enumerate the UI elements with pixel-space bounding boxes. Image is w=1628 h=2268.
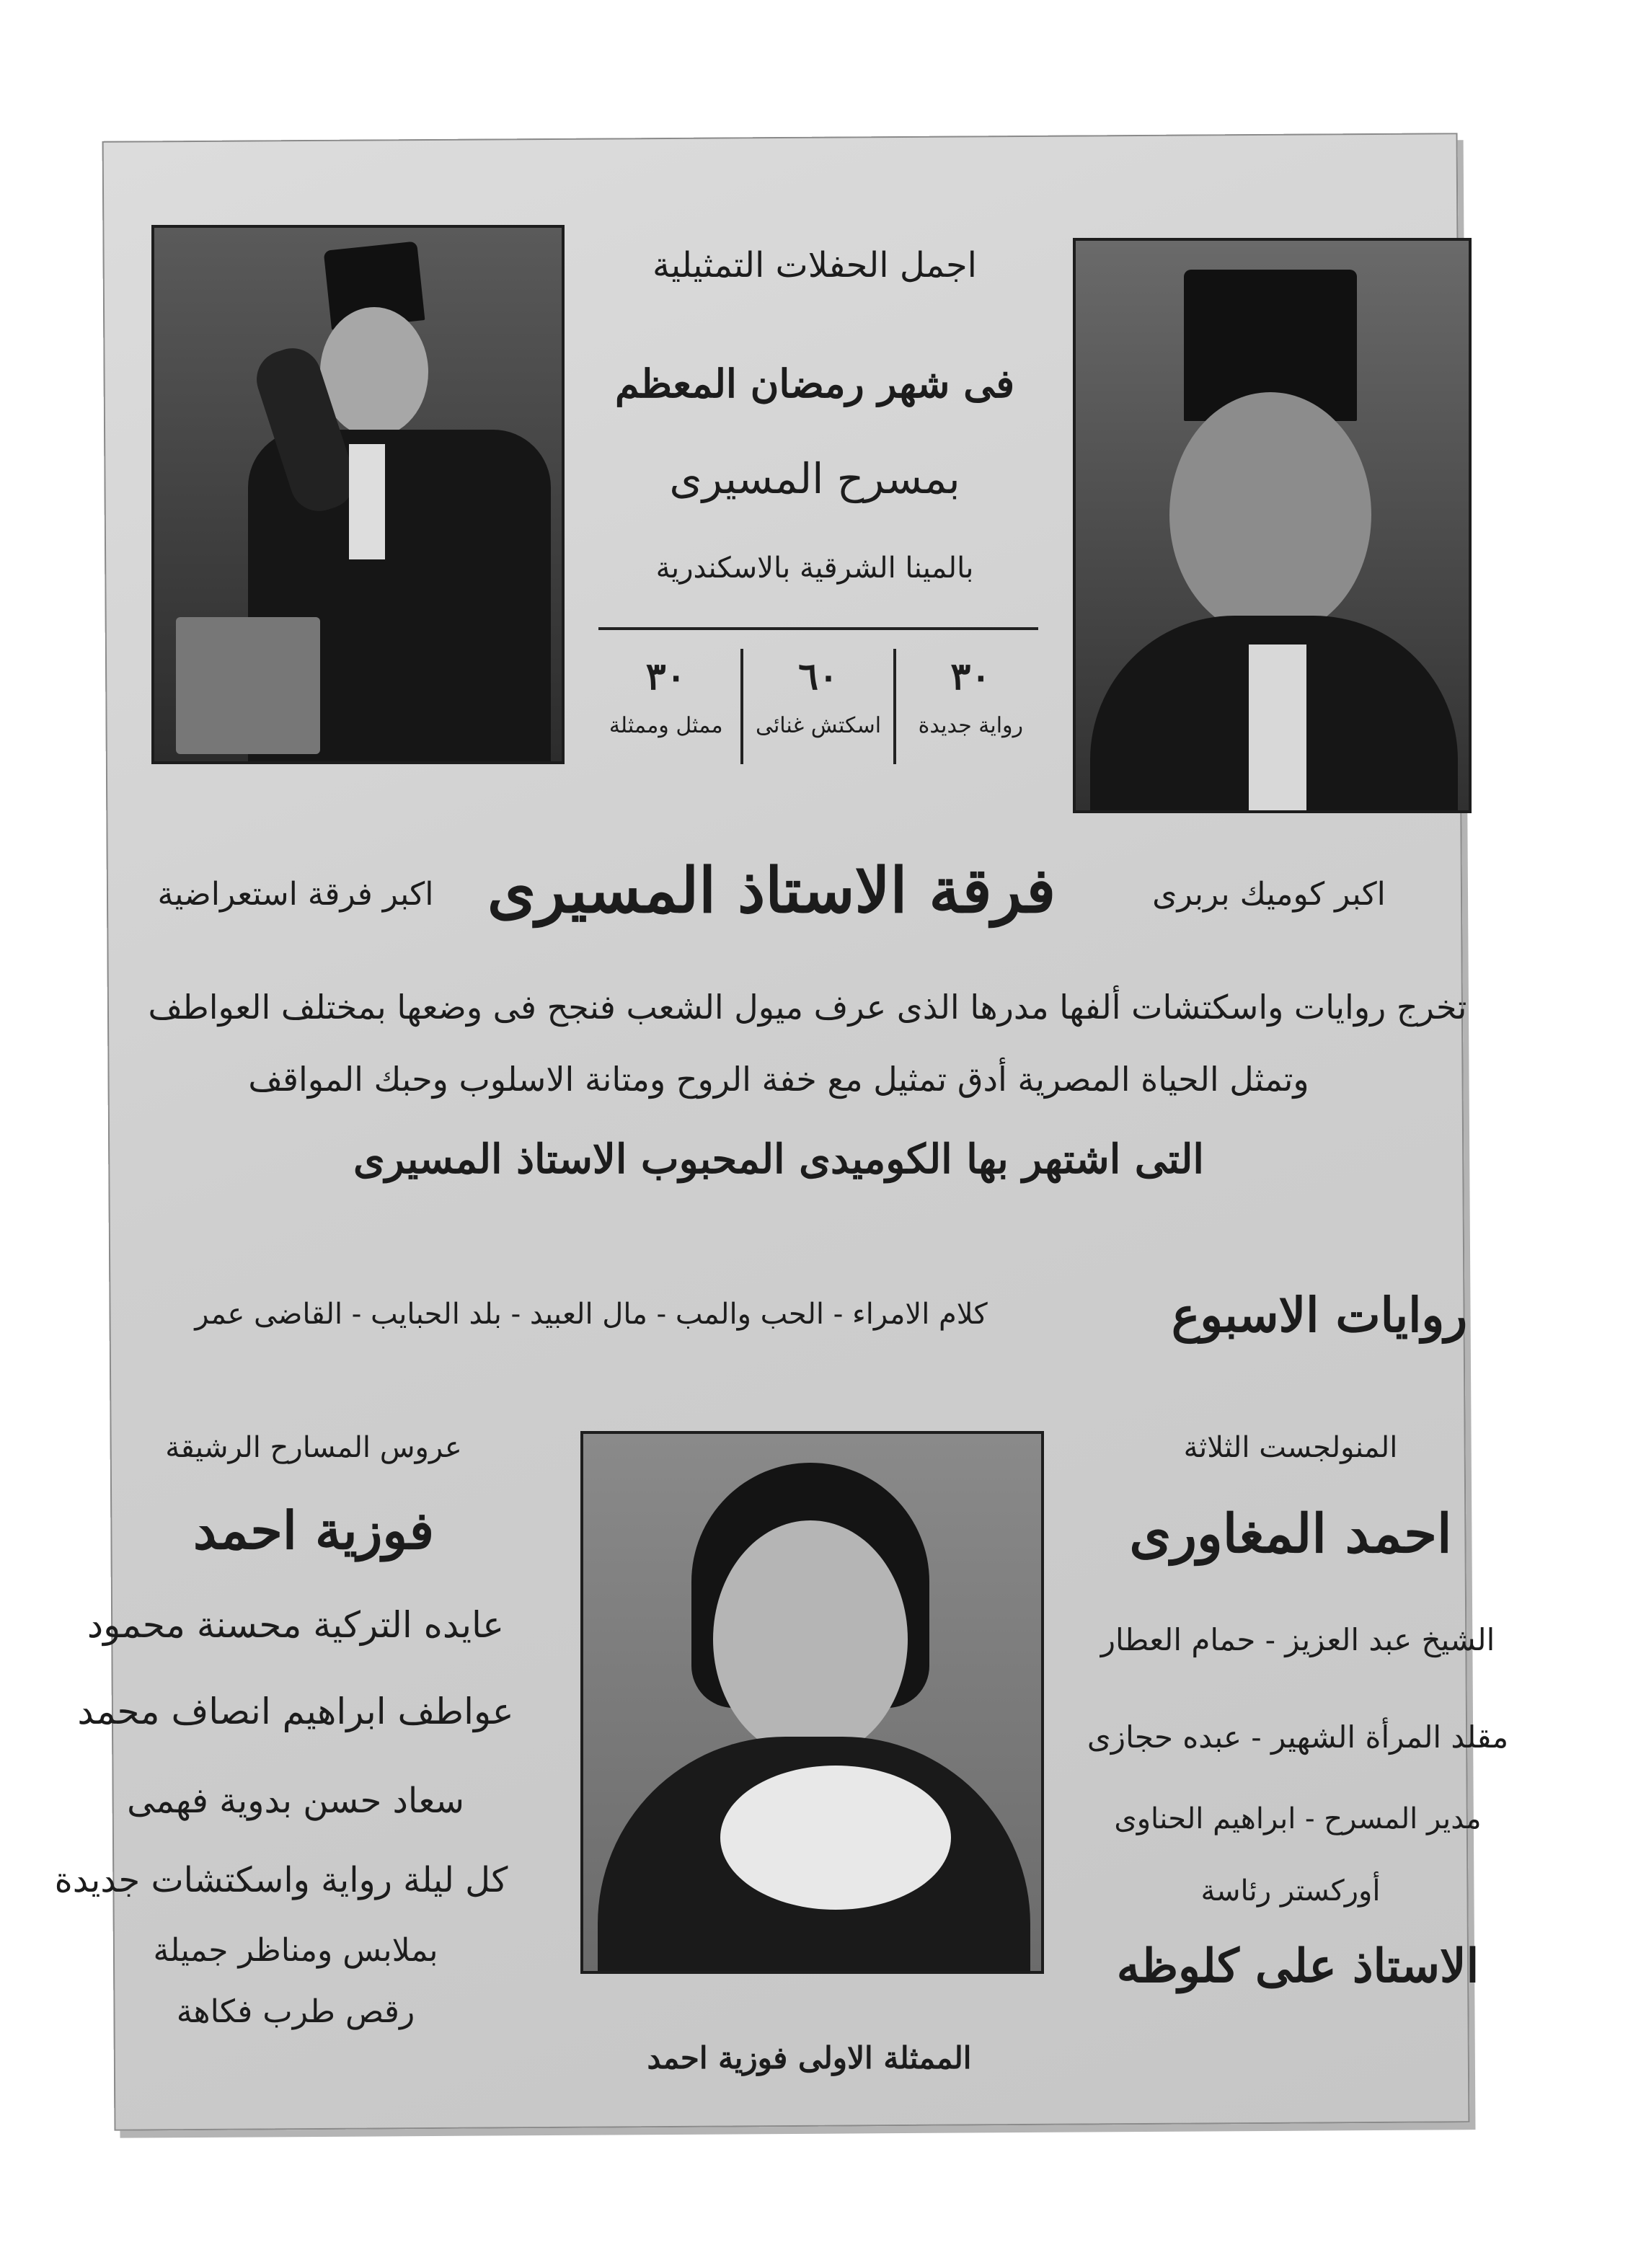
monologist-name: احمد المغاورى <box>1129 1503 1452 1565</box>
right-line-4: أوركستر رئاسة <box>1200 1874 1381 1908</box>
stat-value: ٦٠ <box>798 655 839 699</box>
header-line-1: اجمل الحفلات التمثيلية <box>652 245 977 285</box>
monologists-label: المنولجست الثلاثة <box>1183 1431 1398 1464</box>
stat-label: اسكتش غنائى <box>755 713 882 738</box>
bride-label: عروس المسارح الرشيقة <box>165 1431 462 1464</box>
week-plays-heading: روايات الاسبوع <box>1171 1287 1468 1343</box>
description-line-3: التى اشتهر بها الكوميدى المحبوب الاستاذ المسيرى <box>353 1135 1204 1183</box>
left-line-1: عايده التركية محسنة محمود <box>87 1604 505 1646</box>
header-line-3: بمسرح المسيرى <box>669 454 960 503</box>
stat-actors <box>591 649 740 764</box>
description-line-2: وتمثل الحياة المصرية أدق تمثيل مع خفة الروح ومتانة الاسلوب وحبك المواقف <box>248 1060 1309 1099</box>
stat-new-plays <box>893 649 1045 764</box>
stat-value: ٣٠ <box>950 655 991 699</box>
stat-label: ممثل وممثلة <box>609 713 723 738</box>
left-line-6: رقص طرب فكاهة <box>176 1993 415 2030</box>
stats-row <box>591 649 1045 764</box>
left-line-2: عواطف ابراهيم انصاف محمد <box>77 1691 514 1732</box>
star-name: فوزية احمد <box>193 1500 435 1561</box>
troupe-left-tag: اكبر فرقة استعراضية <box>157 876 434 913</box>
left-line-4: كل ليلة رواية واسكتشات جديدة <box>54 1860 508 1900</box>
right-line-1: الشيخ عبد العزيز - حمام العطار <box>1100 1622 1495 1657</box>
troupe-title: فرقة الاستاذ المسيرى <box>487 854 1056 927</box>
stat-songs <box>740 649 893 764</box>
photo-actress-fawzia <box>580 1431 1044 1974</box>
photo-man-on-phone <box>151 225 565 764</box>
stat-value: ٣٠ <box>645 655 686 699</box>
header-line-4: بالمينا الشرقية بالاسكندرية <box>655 552 974 585</box>
left-line-3: سعاد حسن بدوية فهمى <box>127 1781 464 1821</box>
right-line-3: مدير المسرح - ابراهيم الحناوى <box>1114 1802 1482 1835</box>
photo-young-man-fez <box>1073 238 1472 813</box>
left-line-5: بملابس ومناظر جميلة <box>153 1932 438 1969</box>
week-plays-list: كلام الامراء - الحب والمب - مال العبيد - بلد الحبايب - القاضى عمر <box>195 1298 988 1331</box>
stat-label: رواية جديدة <box>918 713 1024 738</box>
header-divider <box>598 627 1038 630</box>
troupe-right-tag: اكبر كوميك بربرى <box>1152 876 1386 913</box>
right-line-2: مقلد المرأة الشهير - عبده حجازى <box>1087 1719 1509 1755</box>
actress-caption: الممثلة الاولى فوزية احمد <box>647 2040 972 2076</box>
description-line-1: تخرج روايات واسكتشات ألفها مدرها الذى عرف ميول الشعب فنجح فى وضعها بمختلف العواطف <box>148 988 1467 1027</box>
header-line-2: فى شهر رمضان المعظم <box>614 360 1015 407</box>
conductor-name: الاستاذ على كلوظه <box>1116 1939 1479 1993</box>
